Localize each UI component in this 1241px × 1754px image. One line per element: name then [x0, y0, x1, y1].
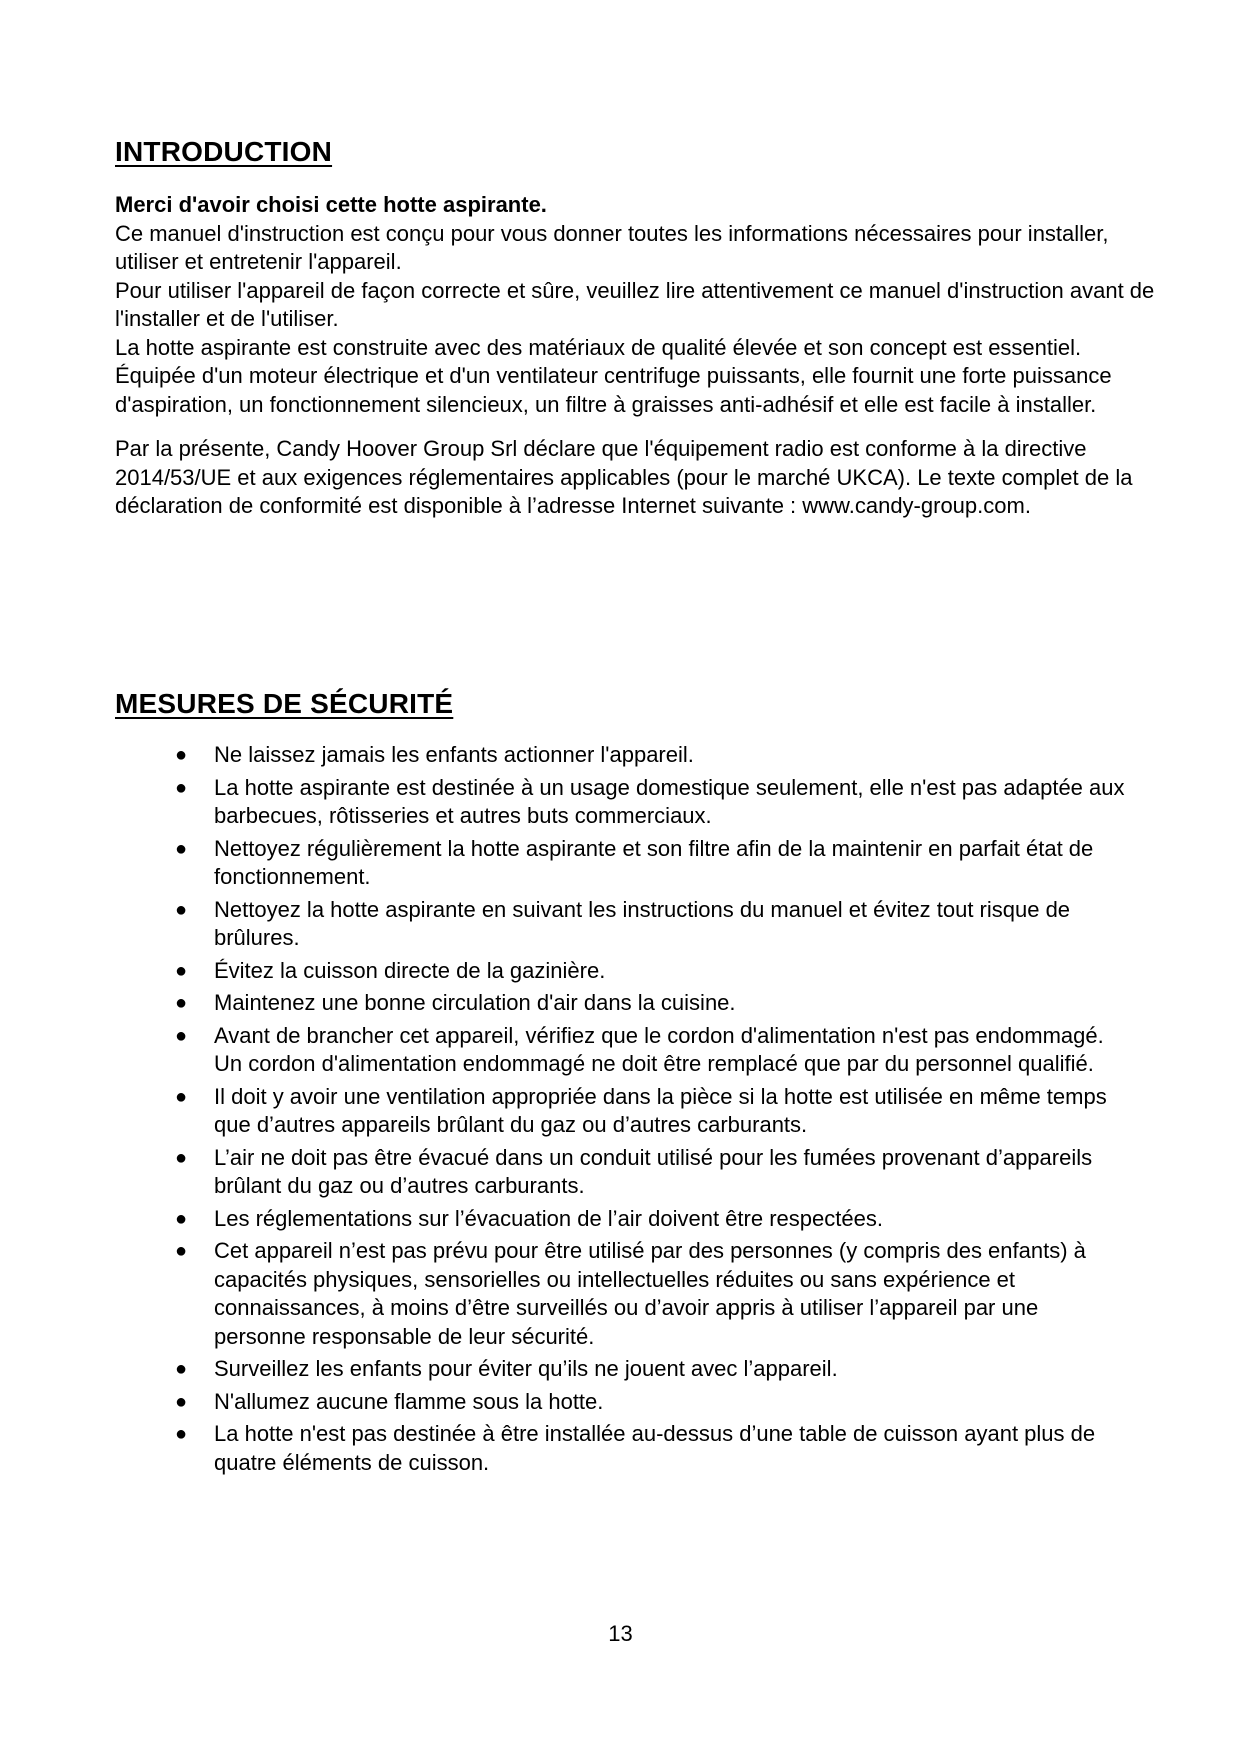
safety-list-item	[171, 1205, 1131, 1234]
safety-list-item	[171, 774, 1131, 831]
safety-item-text: La hotte aspirante est destinée à un usage domestique seulement, elle n'est pas adaptée aux barbecues, rôtisseries et autres buts commerciaux.	[214, 774, 1125, 828]
safety-list-item	[171, 1022, 1131, 1079]
introduction-paragraph: Ce manuel d'instruction est conçu pour vous donner toutes les informations nécessaires pour installer, utiliser et entretenir l'appareil.	[115, 220, 1109, 274]
safety-item-text: Il doit y avoir une ventilation appropriée dans la pièce si la hotte est utilisée en même temps que d’autres appareils brûlant du gaz ou d’autres carburants.	[214, 1083, 1107, 1137]
safety-list	[171, 741, 1131, 1481]
safety-list-item	[171, 896, 1131, 953]
safety-heading: MESURES DE SÉCURITÉ	[115, 688, 454, 719]
safety-item-text: N'allumez aucune flamme sous la hotte.	[214, 1388, 604, 1414]
safety-item-text: Évitez la cuisson directe de la gazinière.	[214, 957, 606, 983]
bullet-icon: ●	[175, 992, 188, 1014]
bullet-icon: ●	[175, 744, 188, 766]
introduction-paragraph: La hotte aspirante est construite avec des matériaux de qualité élevée et son concept est essentiel. Équipée d'un moteur électrique et d'un ventilateur centrifuge puissants, elle fournit une forte puissance d'aspiration, un fonctionnement silencieux, un filtre à graisses anti-adhésif et elle est facile à installer.	[115, 334, 1112, 417]
introduction-heading: INTRODUCTION	[115, 136, 333, 167]
safety-item-text: Les réglementations sur l’évacuation de l’air doivent être respectées.	[214, 1205, 883, 1231]
bullet-icon: ●	[175, 776, 188, 799]
introduction-paragraph: Pour utiliser l'appareil de façon correcte et sûre, veuillez lire attentivement ce manuel d'instruction avant de l'installer et de l'utiliser.	[115, 277, 1155, 331]
bullet-icon: ●	[175, 1423, 188, 1445]
bullet-icon: ●	[175, 1207, 188, 1230]
safety-list-item	[171, 835, 1131, 892]
bullet-icon: ●	[175, 898, 188, 921]
safety-list-item	[171, 1237, 1131, 1351]
bullet-icon: ●	[175, 1240, 188, 1262]
introduction-lead: Merci d'avoir choisi cette hotte aspirante.	[115, 192, 547, 217]
bullet-icon: ●	[175, 837, 188, 860]
safety-item-text: Nettoyez régulièrement la hotte aspirante et son filtre afin de la maintenir en parfait état de fonctionnement.	[214, 835, 1094, 889]
bullet-icon: ●	[175, 1146, 188, 1169]
safety-item-text: La hotte n'est pas destinée à être installée au-dessus d’une table de cuisson ayant plus de quatre éléments de cuisson.	[214, 1421, 1096, 1475]
safety-list-item	[171, 989, 1131, 1018]
page-number: 13	[608, 1621, 633, 1646]
safety-list-item	[171, 1083, 1131, 1140]
safety-item-text: Ne laissez jamais les enfants actionner l'appareil.	[214, 742, 694, 767]
safety-item-text: Avant de brancher cet appareil, vérifiez que le cordon d'alimentation n'est pas endommagé. Un cordon d'alimentation endommagé ne doit être remplacé que par du personnel qualifié.	[214, 1022, 1104, 1076]
introduction-section	[115, 191, 1155, 521]
safety-item-text: Nettoyez la hotte aspirante en suivant les instructions du manuel et évitez tout risque de brûlures.	[214, 896, 1071, 950]
safety-list-item	[171, 1388, 1131, 1417]
safety-item-text: Surveillez les enfants pour éviter qu’ils ne jouent avec l’appareil.	[214, 1356, 838, 1381]
safety-list-item	[171, 1144, 1131, 1201]
conformity-declaration: Par la présente, Candy Hoover Group Srl déclare que l'équipement radio est conforme à la directive 2014/53/UE et aux exigences réglementaires applicables (pour le marché UKCA). Le texte complet de la déclaration de conformité est disponible à l’adresse Internet suivante : www.candy-group.com.	[115, 436, 1133, 518]
safety-list-item	[171, 957, 1131, 986]
bullet-icon: ●	[175, 1358, 188, 1380]
bullet-icon: ●	[175, 1390, 188, 1413]
bullet-icon: ●	[175, 1024, 188, 1047]
safety-item-text: Maintenez une bonne circulation d'air dans la cuisine.	[214, 990, 736, 1015]
safety-item-text: L’air ne doit pas être évacué dans un conduit utilisé pour les fumées provenant d’appareils brûlant du gaz ou d’autres carburants.	[214, 1144, 1093, 1198]
safety-item-text: Cet appareil n’est pas prévu pour être utilisé par des personnes (y compris des enfants) à capacités physiques, sensorielles ou intellectuelles réduites ou sans expérience et connaissances, à moins d’être surveillés ou d’avoir appris à utiliser l’appareil par une personne responsable de leur sécurité.	[214, 1238, 1086, 1349]
safety-list-item	[171, 741, 1131, 770]
bullet-icon: ●	[175, 1085, 188, 1108]
bullet-icon: ●	[175, 959, 188, 982]
safety-list-item	[171, 1420, 1131, 1477]
safety-list-item	[171, 1355, 1131, 1384]
